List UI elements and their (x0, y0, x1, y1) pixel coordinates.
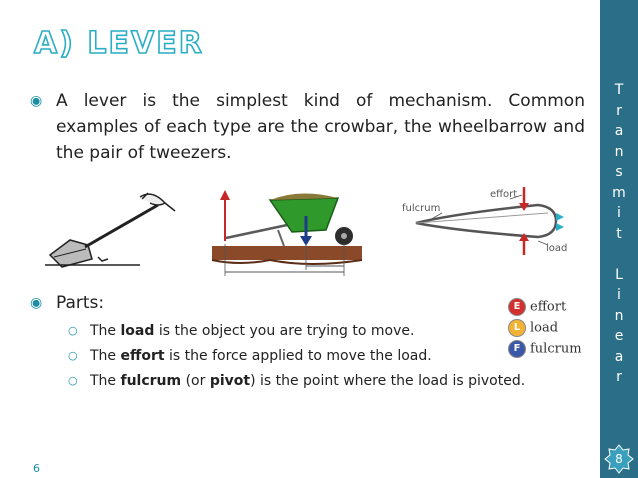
legend-fulcrum (508, 340, 582, 358)
sidebar (600, 0, 638, 478)
tweezers-label-load: load (546, 243, 568, 254)
sidebar-vertical-letter: a (614, 123, 624, 139)
bullet-parts (30, 290, 104, 316)
sub-bold: load (120, 323, 155, 339)
sub-bullet-ring-icon: ○ (68, 324, 78, 337)
load-l-icon: L (508, 319, 526, 337)
sub-text: is the object you are trying to move. (154, 323, 415, 339)
page-number: 6 (33, 462, 40, 475)
bullet-definition (30, 88, 585, 166)
legend-label: fulcrum (530, 341, 582, 357)
tweezers-label-effort: effort (490, 189, 518, 200)
sub-bold: pivot (209, 373, 251, 389)
sub-bullet-load (68, 323, 414, 339)
sub-bold: effort (120, 348, 165, 364)
sidebar-vertical-letter: e (614, 328, 624, 344)
sidebar-vertical-letter: t (616, 225, 622, 242)
sub-text: is the force applied to move the load. (164, 348, 432, 364)
sub-text: (or (181, 373, 210, 389)
legend-label: effort (530, 299, 567, 315)
sidebar-vertical-letter: a (614, 348, 624, 365)
legend-load (508, 319, 558, 337)
sub-text: The (90, 348, 121, 364)
fulcrum-f-icon: F (508, 340, 526, 358)
effort-e-icon: E (508, 298, 526, 316)
tweezers-figure (398, 183, 573, 258)
sidebar-vertical-letter: L (615, 266, 623, 283)
legend-effort (508, 298, 566, 316)
slide-number-badge: 8 (615, 452, 623, 466)
sidebar-vertical-letter: s (615, 164, 623, 180)
sidebar-vertical-letter: i (617, 287, 621, 303)
bullet-target-icon: ◉ (30, 295, 43, 311)
crowbar-figure (40, 185, 190, 270)
tweezers-label-fulcrum: fulcrum (402, 203, 441, 214)
sub-bullet-ring-icon: ○ (68, 374, 78, 387)
bullet-parts-text: Parts: (56, 293, 105, 313)
slide-title: A) LEVER (34, 26, 204, 61)
wheelbarrow-figure (210, 186, 365, 278)
sidebar-vertical-letter: i (617, 205, 621, 221)
sub-text: The (90, 323, 121, 339)
bullet-definition-text: A lever is the simplest kind of mechanism. Common examples of each type are the crowbar, the wheelbarrow and the pair of tweezers. (56, 91, 585, 163)
sub-bold: fulcrum (120, 373, 182, 389)
sidebar-vertical-letter: r (616, 102, 622, 119)
sidebar-vertical-letter: m (612, 184, 626, 201)
sub-bullet-effort (68, 348, 432, 364)
sub-bullet-fulcrum (68, 373, 525, 389)
sidebar-vertical-letter: n (614, 307, 624, 324)
sub-text: ) is the point where the load is pivoted. (250, 373, 526, 389)
legend-label: load (530, 320, 559, 336)
bullet-target-icon: ◉ (30, 93, 43, 109)
sidebar-vertical-letter: T (614, 82, 624, 98)
sidebar-vertical-letter: n (614, 143, 624, 160)
sidebar-vertical-letter: r (616, 369, 622, 385)
sub-text: The (90, 373, 121, 389)
sub-bullet-ring-icon: ○ (68, 349, 78, 362)
